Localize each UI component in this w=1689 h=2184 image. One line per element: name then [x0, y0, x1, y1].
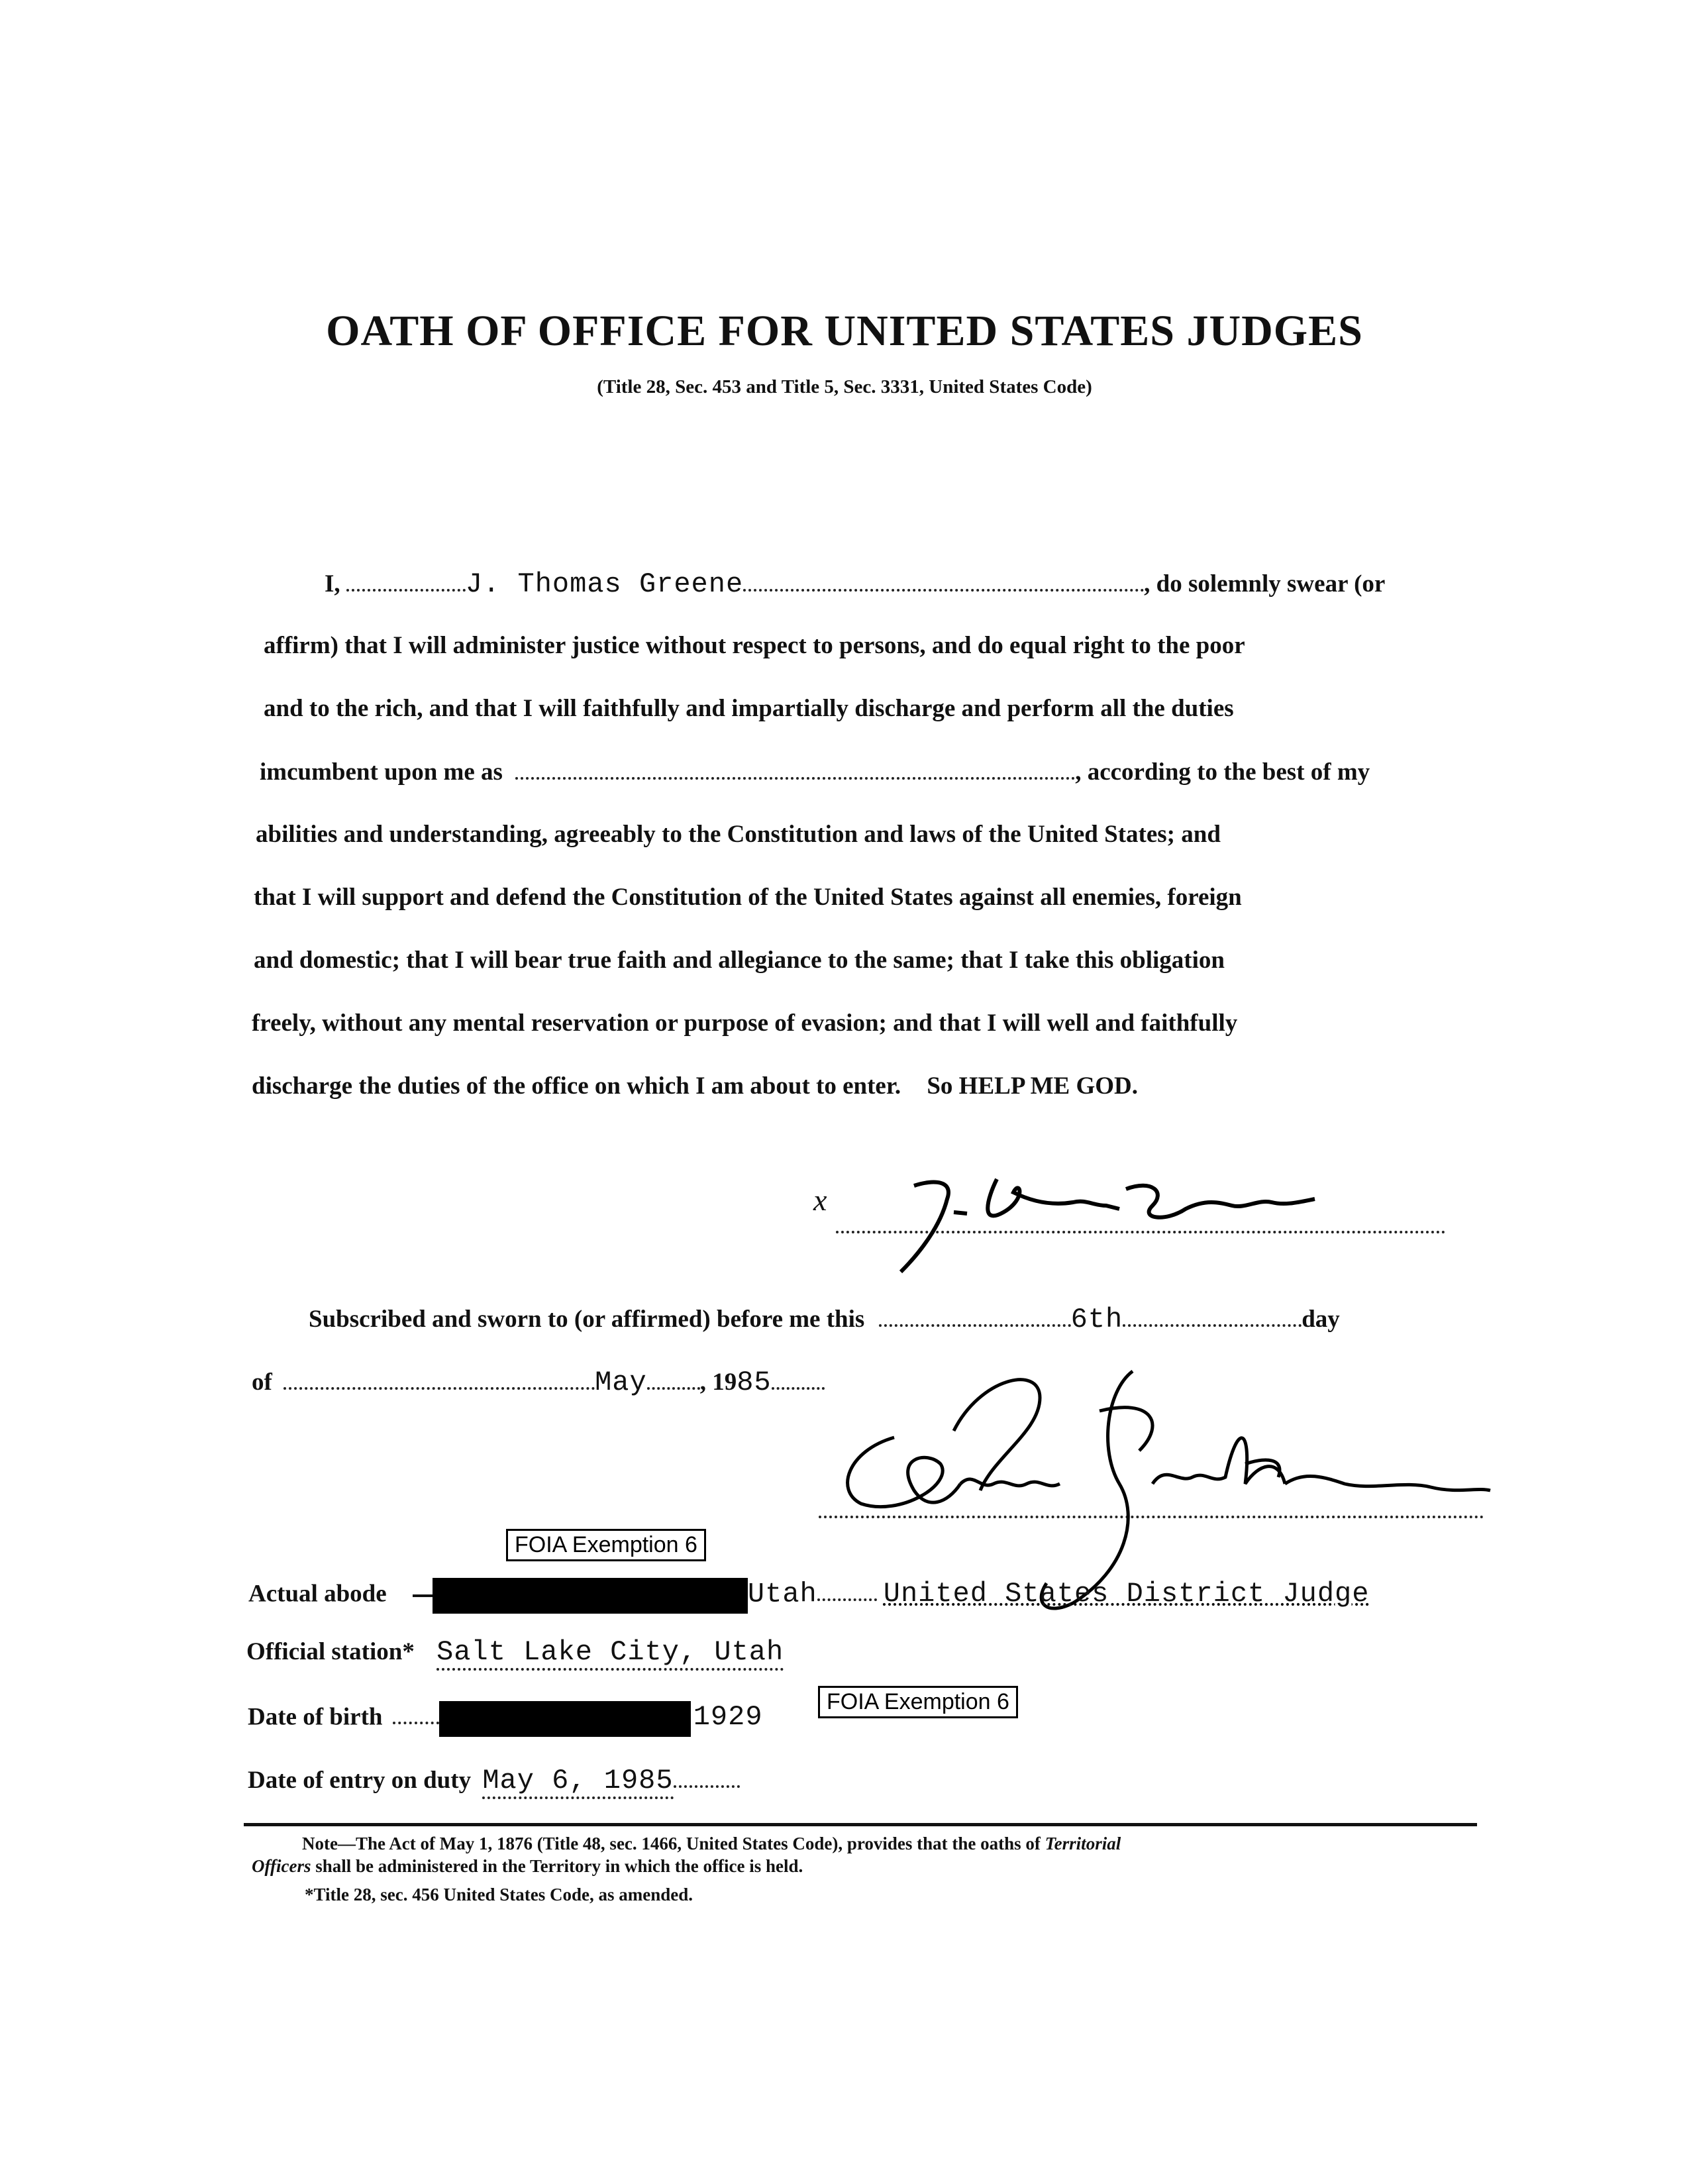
- oath-office-suffix: , according to the best of my: [1075, 758, 1370, 786]
- foia-exemption-tag: FOIA Exemption 6: [506, 1529, 706, 1561]
- footer-note-line-1: [302, 1834, 1121, 1854]
- document-subtitle: (Title 28, Sec. 453 and Title 5, Sec. 3331, United States Code): [597, 376, 1092, 397]
- dotted-leader: [393, 1702, 439, 1724]
- note-text-a: Note—The Act of May 1, 1876 (Title 48, sec. 1466, United States Code), provides that the oaths of: [302, 1834, 1041, 1853]
- foia-exemption-tag: FOIA Exemption 6: [818, 1686, 1018, 1718]
- entry-on-duty-line: [248, 1765, 740, 1796]
- affiant-signature-handwriting: [874, 1139, 1391, 1285]
- oath-line-3: and to the rich, and that I will faithfully and impartially discharge and perform all the duties: [264, 695, 1234, 722]
- oath-line-8: freely, without any mental reservation or purpose of evasion; and that I will well and faithfully: [252, 1010, 1238, 1037]
- date-of-birth-line: [248, 1701, 763, 1737]
- official-station-value: Salt Lake City, Utah: [436, 1636, 784, 1671]
- note-text-c: Officers: [252, 1856, 311, 1876]
- oath-closing: discharge the duties of the office on which I am about to enter.: [252, 1072, 901, 1100]
- dotted-leader: [1123, 1304, 1302, 1327]
- subscribed-text: Subscribed and sworn to (or affirmed) before me this: [309, 1306, 865, 1333]
- abode-redaction: [433, 1578, 748, 1614]
- official-station-label: Official station: [246, 1638, 403, 1665]
- official-station-marker: *: [402, 1638, 415, 1665]
- dob-redaction: [439, 1701, 691, 1737]
- year-prefix: , 19: [699, 1369, 737, 1396]
- official-station-line: [246, 1636, 784, 1668]
- oath-line-2: affirm) that I will administer justice without respect to persons, and do equal right to the poor: [264, 632, 1245, 659]
- note-text-b: Territorial: [1045, 1834, 1121, 1853]
- oath-line-9: [252, 1072, 1138, 1100]
- entry-on-duty-value: May 6, 1985: [482, 1765, 673, 1799]
- footnote: *Title 28, sec. 456 United States Code, as amended.: [305, 1885, 693, 1904]
- dotted-leader: [674, 1765, 740, 1788]
- entry-on-duty-label: Date of entry on duty: [248, 1767, 472, 1794]
- actual-abode-value: Utah: [747, 1578, 817, 1610]
- note-text-d: shall be administered in the Territory in which the office is held.: [315, 1856, 803, 1876]
- help-me-god: So HELP ME GOD.: [927, 1072, 1139, 1100]
- oath-line-5: abilities and understanding, agreeably to the Constitution and laws of the United States; and: [256, 821, 1221, 848]
- dotted-leader: [879, 1304, 1071, 1327]
- oath-swear-suffix: , do solemnly swear (or: [1144, 570, 1386, 598]
- subscribed-line: [309, 1304, 1340, 1335]
- dotted-leader: [647, 1367, 700, 1390]
- oath-line-4: [260, 757, 1370, 786]
- actual-abode-line: [248, 1578, 1369, 1614]
- dotted-leader: [283, 1367, 595, 1390]
- subscribed-month: May: [595, 1367, 647, 1398]
- footer-rule: [244, 1823, 1477, 1826]
- abode-rule: [413, 1594, 433, 1597]
- oath-office-prefix: imcumbent upon me as: [260, 758, 503, 786]
- date-of-birth-label: Date of birth: [248, 1703, 383, 1731]
- oath-line-6: that I will support and defend the Constitution of the United States against all enemies, foreign: [254, 884, 1242, 911]
- oath-i-prefix: I,: [325, 570, 340, 598]
- dotted-leader: [772, 1367, 825, 1390]
- subscribed-day: 6th: [1070, 1304, 1123, 1335]
- dotted-leader: [743, 569, 1144, 592]
- dotted-leader: [817, 1579, 877, 1601]
- judge-title-value: United States District Judge: [883, 1578, 1370, 1610]
- actual-abode-label: Actual abode: [248, 1580, 387, 1608]
- date-of-birth-value: 1929: [693, 1701, 763, 1734]
- oath-line-1: [325, 568, 1385, 600]
- footer-note-line-2: [252, 1856, 803, 1877]
- document-title: OATH OF OFFICE FOR UNITED STATES JUDGES: [326, 307, 1363, 355]
- dotted-leader: [346, 569, 466, 592]
- subscribed-month-line: [252, 1367, 825, 1398]
- oath-line-7: and domestic; that I will bear true faith and allegiance to the same; that I take this obligation: [254, 947, 1225, 974]
- office-dotted-field: [515, 757, 1075, 780]
- year-suffix: 85: [737, 1367, 772, 1398]
- of-label: of: [252, 1369, 272, 1396]
- signature-mark: x: [813, 1183, 827, 1217]
- day-label: day: [1302, 1306, 1340, 1333]
- oath-affiant-name: J. Thomas Greene: [465, 568, 744, 600]
